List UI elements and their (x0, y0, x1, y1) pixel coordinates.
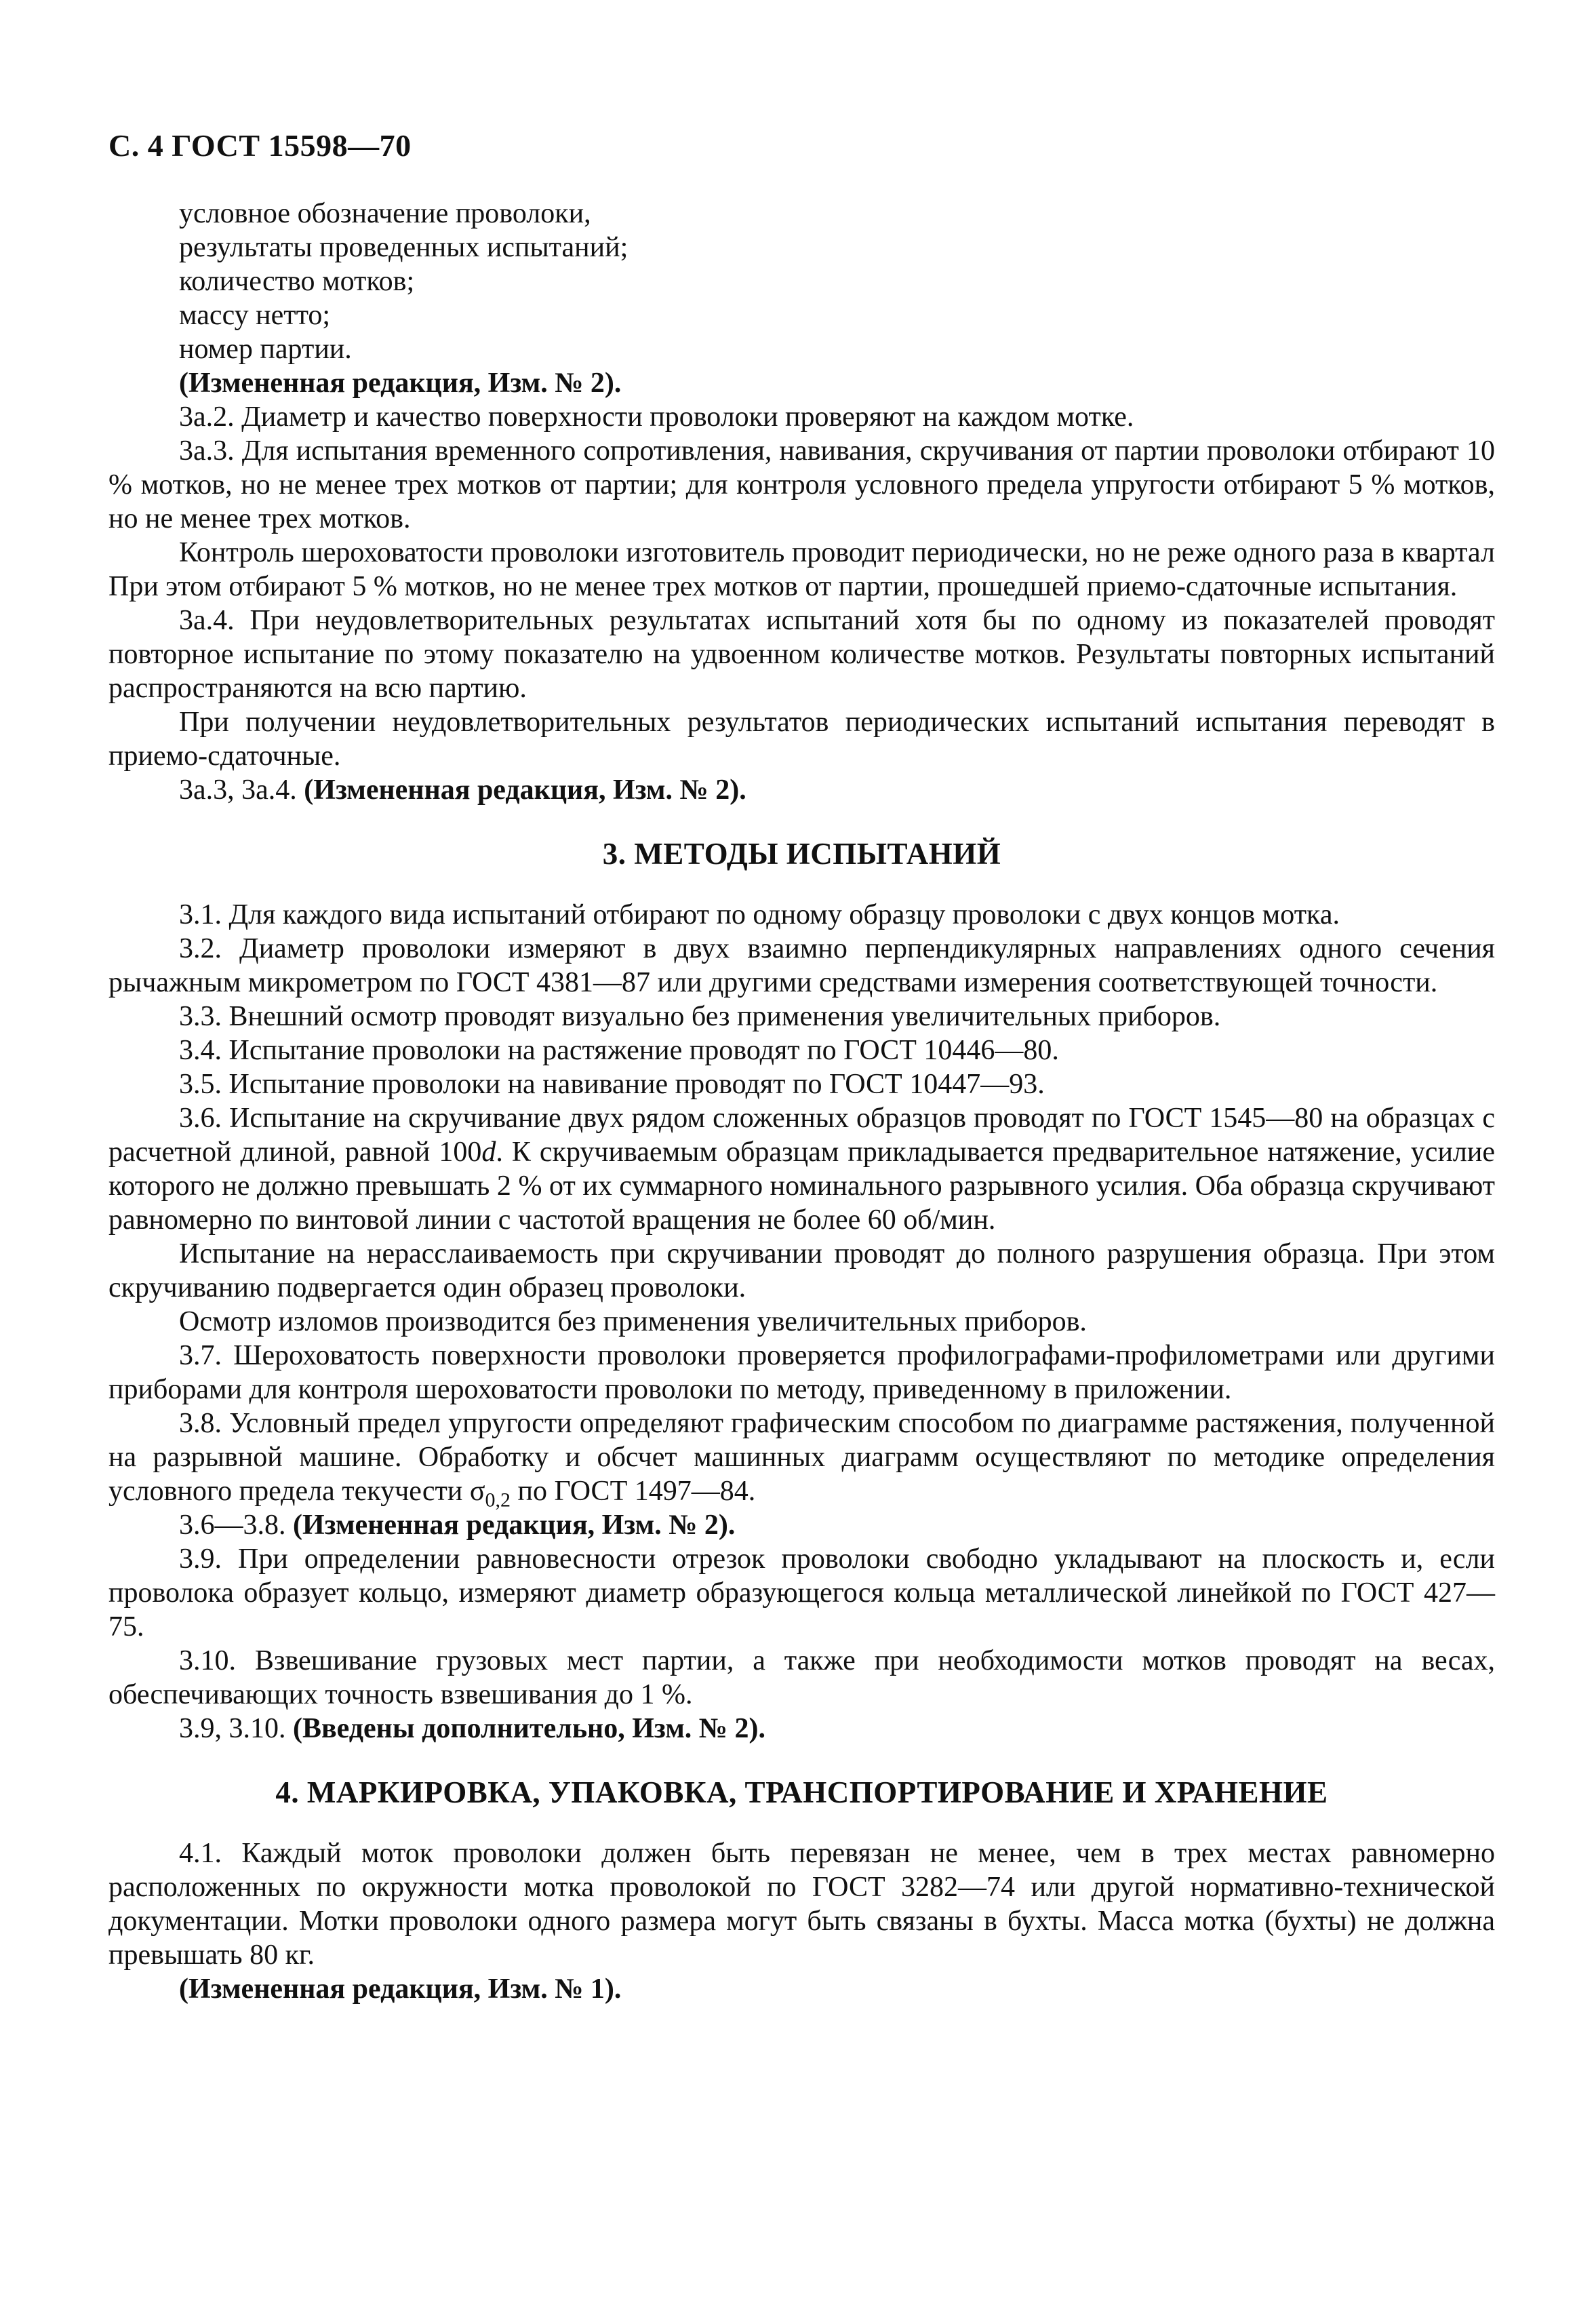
paragraph-3-6 (108, 1101, 1495, 1237)
amendment-note: (Измененная редакция, Изм. № 2). (304, 774, 746, 806)
amendment-note: (Измененная редакция, Изм. № 2). (293, 1510, 736, 1541)
paragraph-roughness-control: Контроль шероховатости проволоки изготовитель проводит периодически, но не реже одного раза в квартал При этом отбирают 5 % мотков, но не менее трех мотков от партии, прошедшей приемо-сдаточные испытания. (108, 537, 1495, 602)
paragraph-3-8 (108, 1406, 1495, 1512)
page-header: С. 4 ГОСТ 15598—70 (108, 128, 412, 163)
paragraph-3-6-text-continued: . К скручиваемым образцам прикладывается предварительное натяжение, усилие которого не должно превышать 2 % от их суммарного номинального разрывного усилия. Оба образца скручивают равномерно по винтовой линии с частотой вращения не более 60 об/мин. (108, 1137, 1496, 1236)
paragraph-3-8-text: 3.8. Условный предел упругости определяют графическим способом по диаграмме растяжения, полученной на разрывной машине. Обработку и обсчет машинных диаграмм осуществляют по методике определения условного предела текучести σ (108, 1408, 1495, 1507)
paragraph-3-5: 3.5. Испытание проволоки на навивание проводят по ГОСТ 10447—93. (179, 1069, 1045, 1100)
amendment-reference (108, 773, 1495, 807)
amendment-reference (108, 1712, 1495, 1746)
amendment-note: (Введены дополнительно, Изм. № 2). (293, 1713, 765, 1744)
clause-reference: 3.6—3.8. (179, 1510, 286, 1541)
paragraph-3-6-text: 3.6. Испытание на скручивание двух рядом сложенных образцов проводят по ГОСТ 1545—80 на образцах с расчетной длиной, равной 100 (108, 1103, 1495, 1168)
paragraph-3-3: 3.3. Внешний осмотр проводят визуально без применения увеличительных приборов. (179, 1001, 1221, 1032)
amendment-reference (108, 1508, 1495, 1542)
list-item: результаты проведенных испытаний; (179, 232, 629, 263)
list-item: условное обозначение проволоки, (179, 198, 591, 229)
amendment-note: (Измененная редакция, Изм. № 1). (179, 1973, 622, 2005)
paragraph-3-4: 3.4. Испытание проволоки на растяжение проводят по ГОСТ 10446—80. (179, 1035, 1059, 1066)
paragraph-3a3: 3а.3. Для испытания временного сопротивления, навивания, скручивания от партии проволоки отбирают 10 % мотков, но не менее трех мотков от партии; для контроля условного предела упругости отбирают 5 % мотков, но не менее трех мотков. (108, 435, 1495, 534)
paragraph-4-1: 4.1. Каждый моток проволоки должен быть перевязан не менее, чем в трех местах равномерно расположенных по окружности мотка проволокой по ГОСТ 3282—74 или другой нормативно-технической документации. Мотки проволоки одного размера могут быть связаны в бухты. Масса мотка (бухты) не должна превышать 80 кг. (108, 1838, 1495, 1971)
paragraph-3a2: 3а.2. Диаметр и качество поверхности проволоки проверяют на каждом мотке. (179, 401, 1134, 433)
diameter-symbol: d (481, 1137, 496, 1168)
document-body (108, 197, 1495, 2006)
paragraph-3-10: 3.10. Взвешивание грузовых мест партии, а также при необходимости мотков проводят на весах, обеспечивающих точность взвешивания до 1 %. (108, 1645, 1495, 1710)
paragraph-periodic-tests: При получении неудовлетворительных результатов периодических испытаний испытания переводят в приемо-сдаточные. (108, 707, 1495, 772)
clause-reference: 3а.3, 3а.4. (179, 774, 297, 806)
list-item: количество мотков; (179, 266, 415, 297)
paragraph-3-7: 3.7. Шероховатость поверхности проволоки проверяется профилографами-профилометрами или другими приборами для контроля шероховатости проволоки по методу, приведенному в приложении. (108, 1340, 1495, 1405)
section-4-title: 4. МАРКИРОВКА, УПАКОВКА, ТРАНСПОРТИРОВАНИЕ И ХРАНЕНИЕ (275, 1775, 1328, 1809)
list-item: массу нетто; (179, 300, 331, 331)
paragraph-3-2: 3.2. Диаметр проволоки измеряют в двух взаимно перпендикулярных направлениях одного сечения рычажным микрометром по ГОСТ 4381—87 или другими средствами измерения соответствующей точности. (108, 933, 1495, 998)
paragraph-3-1: 3.1. Для каждого вида испытаний отбирают по одному образцу проволоки с двух концов мотка. (179, 899, 1340, 930)
paragraph-3a4: 3а.4. При неудовлетворительных результатах испытаний хотя бы по одному из показателей проводят повторное испытание по этому показателю на удвоенном количестве мотков. Результаты повторных испытаний распространяются на всю партию. (108, 605, 1495, 704)
amendment-note: (Измененная редакция, Изм. № 2). (179, 368, 622, 399)
list-item: номер партии. (179, 334, 352, 365)
paragraph-3-9: 3.9. При определении равновесности отрезок проволоки свободно укладывают на плоскость и, если проволока образует кольцо, измеряют диаметр образующегося кольца металлической линейкой по ГОСТ 427—75. (108, 1543, 1495, 1642)
paragraph-3-8-text-continued: по ГОСТ 1497—84. (511, 1476, 756, 1507)
clause-reference: 3.9, 3.10. (179, 1713, 286, 1744)
section-3-title: 3. МЕТОДЫ ИСПЫТАНИЙ (602, 837, 1001, 871)
sigma-subscript: 0,2 (485, 1489, 511, 1512)
paragraph-delamination-test: Испытание на нерасслаиваемость при скручивании проводят до полного разрушения образца. При этом скручиванию подвергается один образец проволоки. (108, 1238, 1495, 1303)
paragraph-fracture-inspection: Осмотр изломов производится без применения увеличительных приборов. (179, 1306, 1087, 1337)
